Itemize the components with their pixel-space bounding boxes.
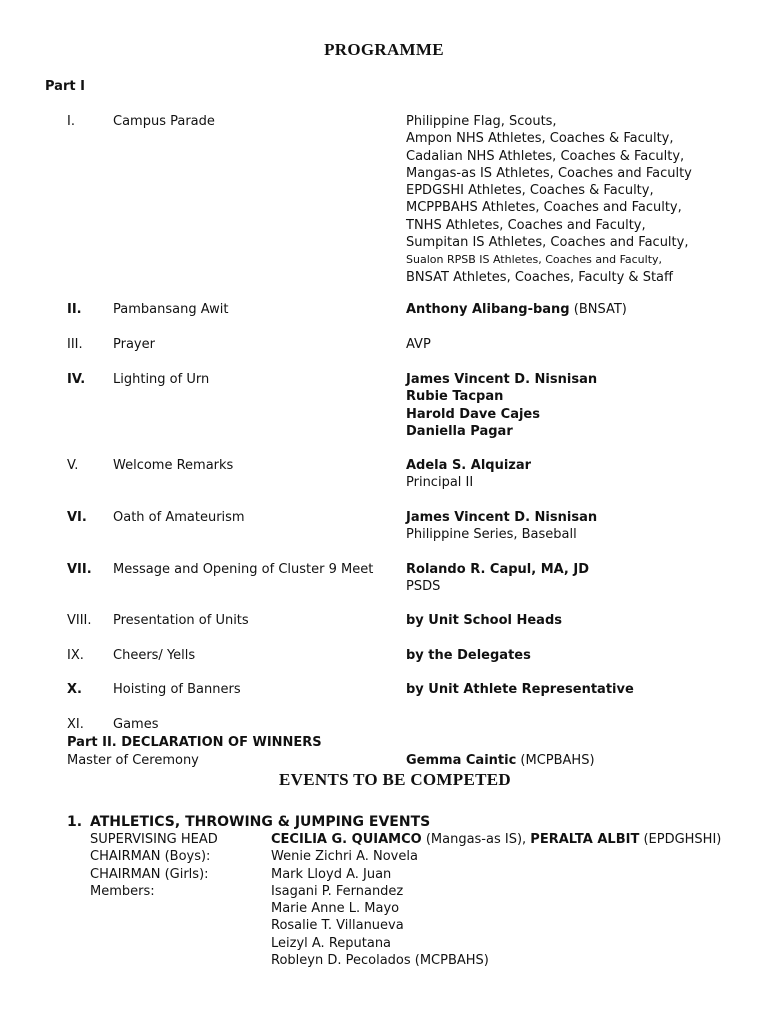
item-number: V. [67, 458, 79, 473]
cheers-presenter: by the Delegates [406, 648, 531, 663]
person-name: Gemma Caintic [406, 753, 517, 768]
item-number: IX. [67, 648, 84, 663]
participant: Sualon RPSB IS Athletes, Coaches and Faculty, [406, 253, 663, 267]
org-label: (MCPBAHS) [516, 753, 595, 768]
anthem-performer [406, 301, 627, 318]
member-name: Leizyl A. Reputana [271, 935, 392, 951]
member-name: Rosalie T. Villanueva [271, 918, 404, 934]
committee-labels [90, 831, 218, 900]
item-number: IV. [67, 372, 86, 387]
person-name: CECILIA G. QUIAMCO [271, 832, 422, 847]
events-title: EVENTS TO BE COMPETED [279, 770, 511, 789]
item-label: Campus Parade [113, 114, 215, 129]
person-name: Mark Lloyd A. Juan [271, 866, 392, 882]
part-one-heading: Part I [45, 79, 85, 94]
item-number: VIII. [67, 613, 92, 628]
org-label: (BNSAT) [569, 302, 627, 317]
item-label: Oath of Amateurism [113, 510, 245, 525]
participant: Ampon NHS Athletes, Coaches & Faculty, [406, 131, 674, 147]
urn-lighters [406, 371, 597, 440]
units-presenter: by Unit School Heads [406, 613, 562, 628]
part-two-heading: Part II. DECLARATION OF WINNERS [67, 735, 322, 750]
page-title: PROGRAMME [324, 40, 444, 59]
participant: MCPPBAHS Athletes, Coaches and Faculty, [406, 200, 682, 216]
org-label: (EPDGHSHI) [639, 832, 722, 847]
participant: Sumpitan IS Athletes, Coaches and Faculty, [406, 235, 689, 251]
item-number: II. [67, 302, 82, 317]
item-label: Games [113, 717, 159, 732]
person-name: PERALTA ALBIT [530, 832, 640, 847]
participant: TNHS Athletes, Coaches and Faculty, [406, 217, 646, 233]
supervising-heads [271, 831, 721, 848]
participant: Philippine Flag, Scouts, [406, 114, 557, 129]
item-number: I. [67, 114, 75, 129]
mc-label: Master of Ceremony [67, 753, 199, 768]
participant: BNSAT Athletes, Coaches, Faculty & Staff [406, 269, 673, 285]
person-name: Harold Dave Cajes [406, 406, 540, 422]
committee-members [271, 831, 721, 969]
item-number: VI. [67, 510, 87, 525]
person-title: Principal II [406, 475, 474, 491]
banners-presenter: by Unit Athlete Representative [406, 682, 634, 697]
member-name: Robleyn D. Pecolados (MCPBAHS) [271, 953, 489, 969]
person-name: James Vincent D. Nisnisan [406, 510, 598, 525]
item-label: Presentation of Units [113, 613, 249, 628]
label: SUPERVISING HEAD [90, 832, 218, 847]
item-label: Pambansang Awit [113, 302, 229, 317]
participant: EPDGSHI Athletes, Coaches & Faculty, [406, 183, 654, 199]
item-label: Cheers/ Yells [113, 648, 196, 663]
item-label: Message and Opening of Cluster 9 Meet [113, 562, 374, 577]
person-name: Rolando R. Capul, MA, JD [406, 562, 590, 577]
item-number: III. [67, 337, 83, 352]
participant: Mangas-as IS Athletes, Coaches and Faculty [406, 165, 692, 181]
label: Members: [90, 883, 155, 899]
member-name: Isagani P. Fernandez [271, 883, 404, 899]
item-number: VII. [67, 562, 92, 577]
item-label: Welcome Remarks [113, 458, 234, 473]
item-label: Hoisting of Banners [113, 682, 241, 697]
person-title: PSDS [406, 579, 441, 595]
person-name: Daniella Pagar [406, 423, 513, 439]
event-number: 1. [67, 814, 83, 830]
mc-person [406, 752, 595, 769]
org-label: (Mangas-as IS), [421, 832, 531, 847]
item-label: Prayer [113, 337, 155, 352]
message-speaker [406, 561, 589, 596]
item-label: Lighting of Urn [113, 372, 210, 387]
oath-leader [406, 509, 597, 544]
person-name: Anthony Alibang-bang [406, 302, 570, 317]
person-name: Rubie Tacpan [406, 389, 504, 405]
label: CHAIRMAN (Girls): [90, 866, 209, 882]
member-name: Marie Anne L. Mayo [271, 901, 400, 917]
item-number: XI. [67, 717, 84, 732]
welcome-speaker [406, 457, 531, 492]
participant: Cadalian NHS Athletes, Coaches & Faculty, [406, 148, 685, 164]
person-name: Adela S. Alquizar [406, 458, 532, 473]
prayer-value: AVP [406, 337, 431, 352]
person-name: Wenie Zichri A. Novela [271, 849, 418, 865]
parade-participants [406, 113, 692, 286]
person-title: Philippine Series, Baseball [406, 527, 577, 543]
label: CHAIRMAN (Boys): [90, 849, 211, 865]
event-title: ATHLETICS, THROWING & JUMPING EVENTS [90, 814, 431, 830]
person-name: James Vincent D. Nisnisan [406, 372, 598, 387]
item-number: X. [67, 682, 82, 697]
